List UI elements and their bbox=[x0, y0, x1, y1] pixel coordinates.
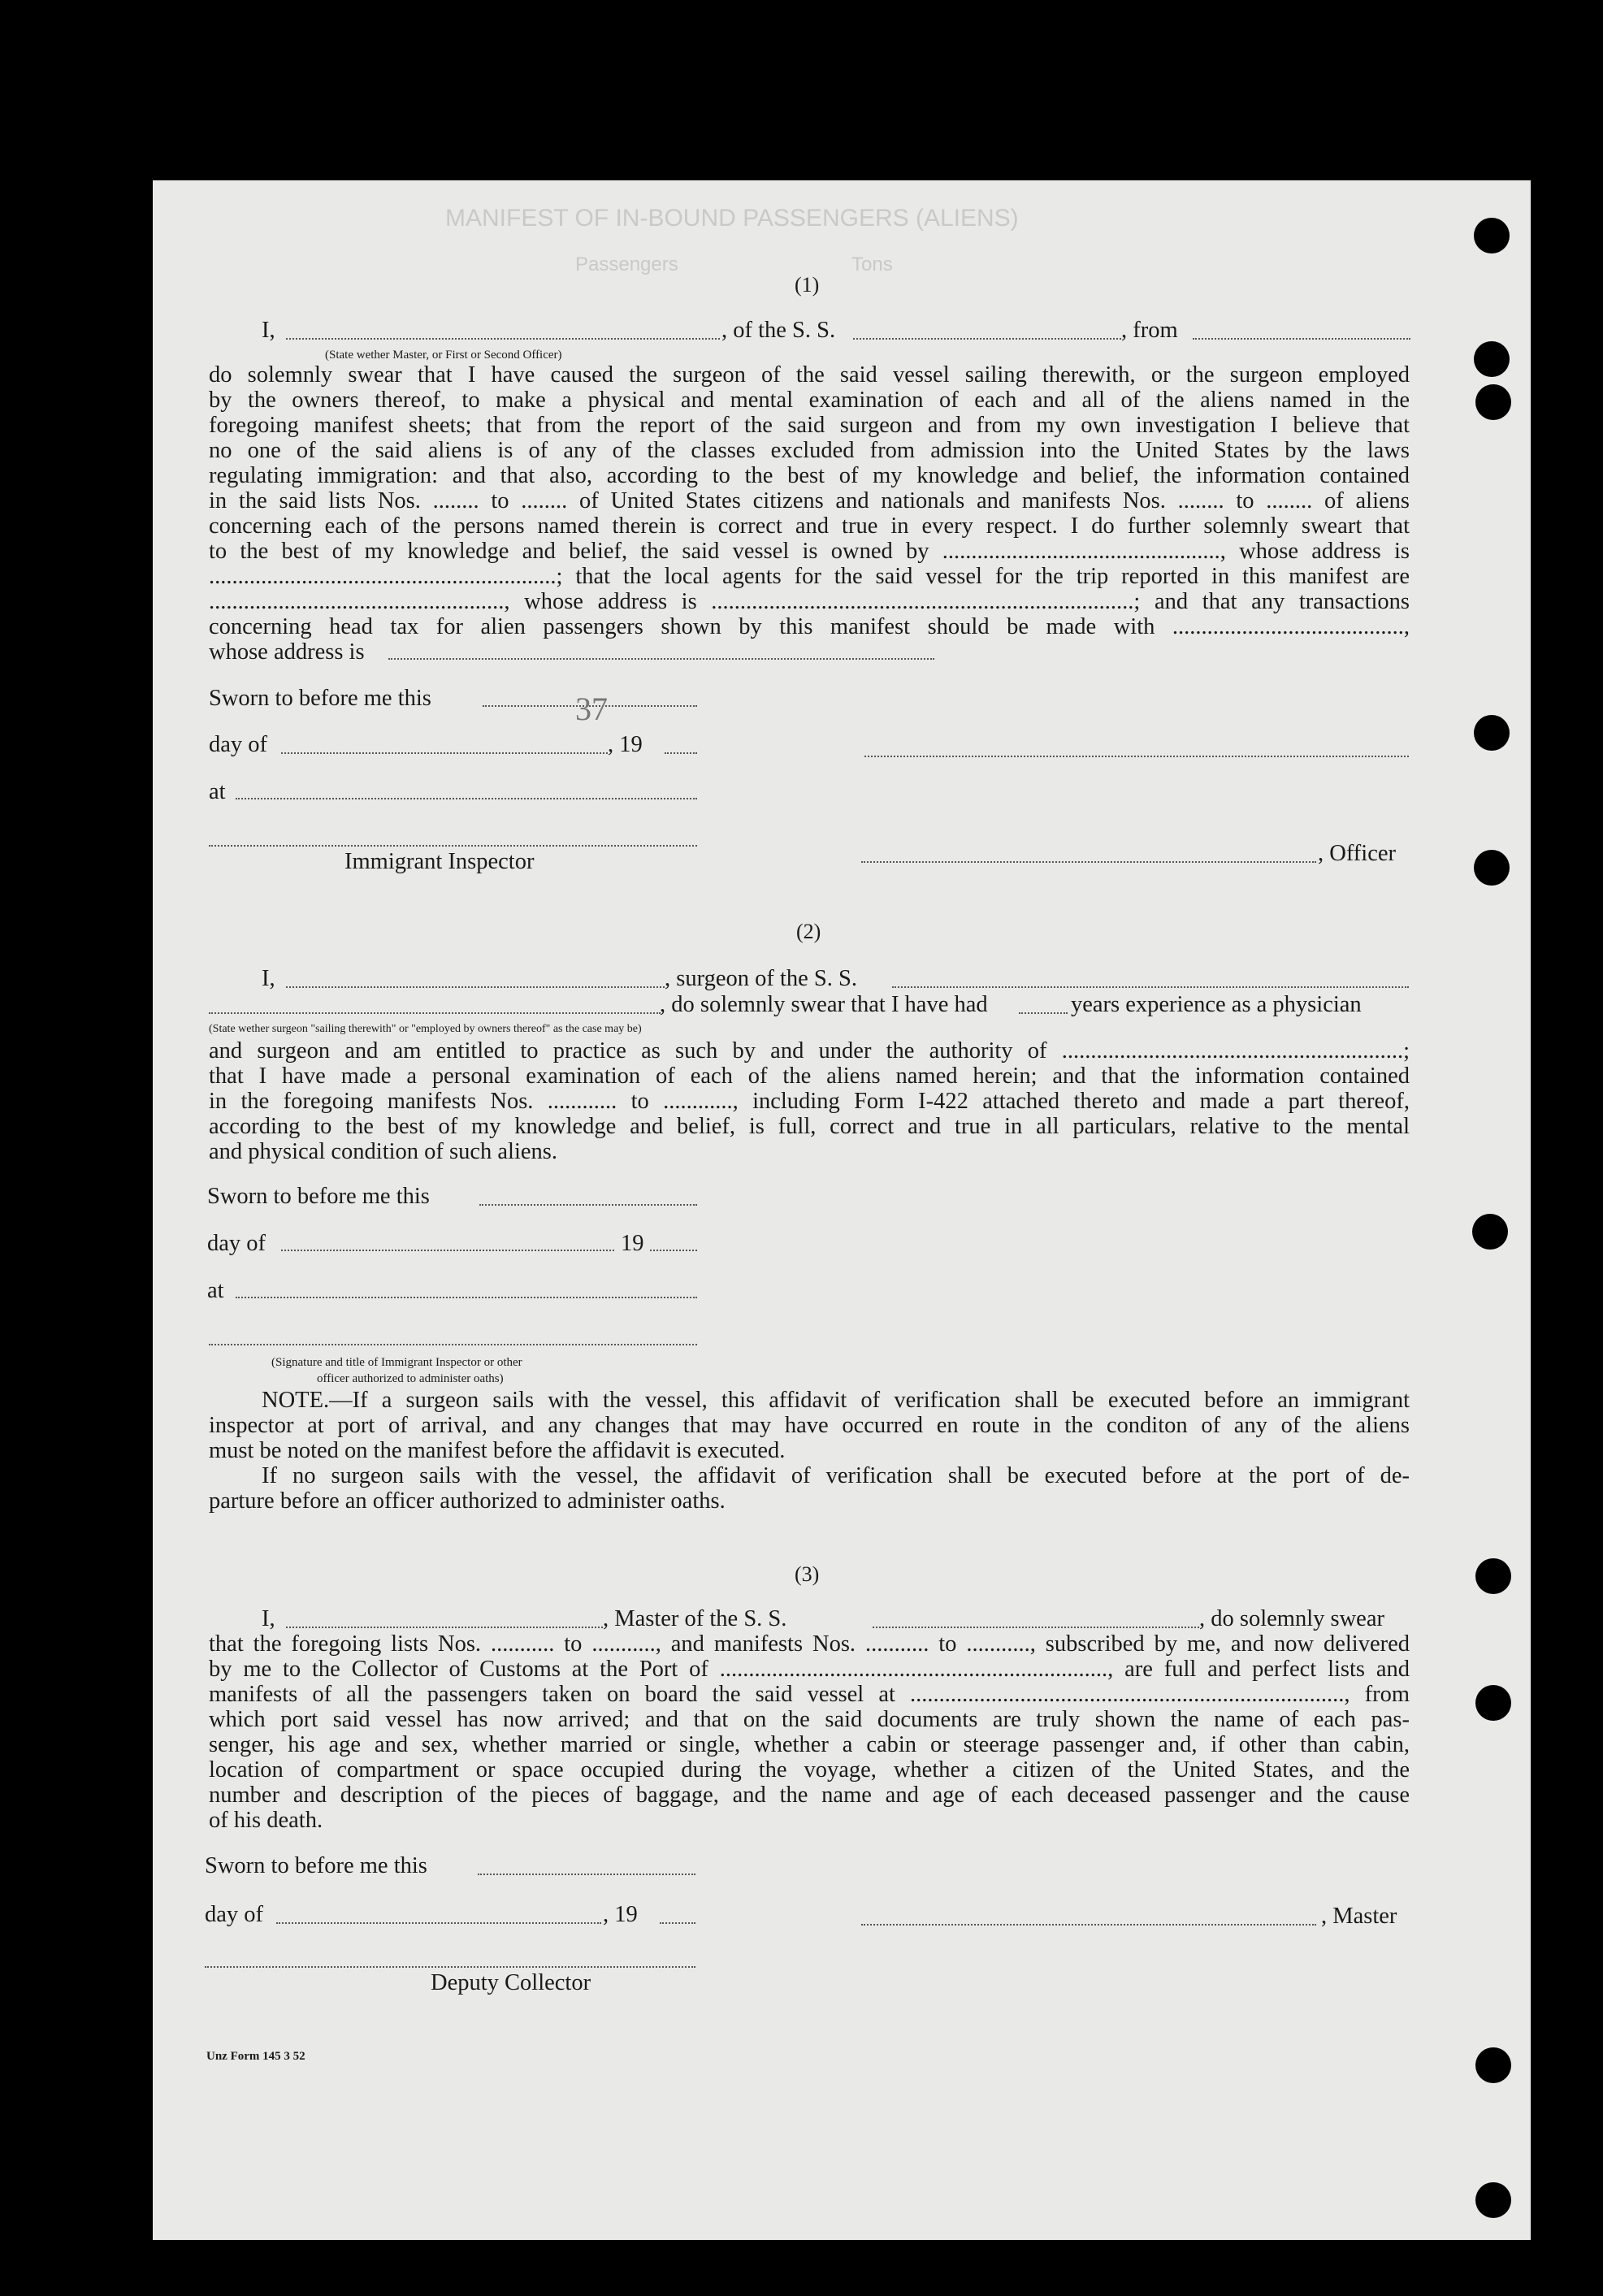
sec2-sig-note: officer authorized to administer oaths) bbox=[317, 1372, 504, 1385]
sec3-deputy: Deputy Collector bbox=[431, 1970, 591, 1995]
port-blank bbox=[1193, 338, 1410, 340]
sec1-of-ss: , of the S. S. bbox=[721, 318, 836, 343]
sec1-line: concerning each of the persons named therein is correct and true in every respect. I do further solemnly sweart that bbox=[209, 513, 1410, 539]
sec1-at: at bbox=[209, 779, 226, 804]
surgeon-name-blank bbox=[286, 986, 665, 988]
sec3-year: , 19 bbox=[603, 1902, 638, 1927]
sec3-day-of: day of bbox=[205, 1902, 264, 1927]
sec1-inspector: Immigrant Inspector bbox=[344, 849, 535, 874]
note-line: parture before an officer authorized to administer oaths. bbox=[209, 1488, 726, 1514]
bleed-through-text: MANIFEST OF IN-BOUND PASSENGERS (ALIENS) bbox=[445, 205, 1019, 232]
sec1-i: I, bbox=[262, 318, 275, 343]
sec2-sworn: Sworn to before me this bbox=[207, 1184, 430, 1209]
sec2-years: years experience as a physician bbox=[1071, 992, 1362, 1017]
sec2-note: (State wether surgeon "sailing therewith" or "employed by owners thereof" as the case may be) bbox=[209, 1023, 642, 1035]
note-line: NOTE.—If a surgeon sails with the vessel, this affidavit of verification shall be executed before an immigrant bbox=[262, 1388, 1410, 1413]
section-1-number: (1) bbox=[795, 273, 820, 297]
master-signature-blank bbox=[861, 1924, 1316, 1926]
day-blank bbox=[281, 752, 608, 754]
sec2-sig-note: (Signature and title of Immigrant Inspector or other bbox=[271, 1356, 522, 1369]
sworn-blank bbox=[478, 1874, 695, 1875]
note-line: If no surgeon sails with the vessel, the affidavit of verification shall be executed before at the port of de- bbox=[262, 1463, 1410, 1488]
sec1-line: foregoing manifest sheets; that from the report of the said surgeon and from my own investigation I believe that bbox=[209, 413, 1410, 438]
inspector-signature-blank bbox=[209, 845, 697, 847]
vessel-blank bbox=[892, 986, 1409, 988]
sec3-line: which port said vessel has now arrived; and that on the said documents are truly shown the name of each pas- bbox=[209, 1707, 1410, 1732]
master-name-blank bbox=[286, 1627, 603, 1628]
punch-hole bbox=[1475, 1558, 1511, 1594]
sec1-line: to the best of my knowledge and belief, the said vessel is owned by ................................................, whose address is bbox=[209, 539, 1410, 564]
sec2-line: according to the best of my knowledge and belief, is full, correct and true in all particulars, relative to the mental bbox=[209, 1114, 1410, 1139]
year-blank bbox=[660, 1922, 695, 1924]
sec3-line: by me to the Collector of Customs at the Port of ..................................................................., are full and perfect lists and bbox=[209, 1657, 1410, 1682]
punch-hole bbox=[1475, 1685, 1511, 1721]
sec1-line: do solemnly swear that I have caused the surgeon of the said vessel sailing therewith, or the surgeon employed bbox=[209, 362, 1410, 388]
year-blank bbox=[665, 752, 697, 754]
bleed-through-text: Tons bbox=[851, 253, 893, 275]
punch-hole bbox=[1475, 2047, 1511, 2083]
sec3-line: that the foregoing lists Nos. ........... to ..........., and manifests Nos. ........... to ..........., subscribed by me, and now delivered bbox=[209, 1631, 1410, 1657]
section-2-number: (2) bbox=[796, 920, 821, 943]
sec2-line: and surgeon and am entitled to practice as such by and under the authority of ...........................................................; bbox=[209, 1038, 1410, 1064]
note-line: must be noted on the manifest before the affidavit is executed. bbox=[209, 1438, 786, 1463]
sec1-line: no one of the said aliens is of any of the classes excluded from admission into the United States by the laws bbox=[209, 438, 1410, 463]
stamp-number: 37 bbox=[575, 691, 608, 727]
sec1-line: regulating immigration: and that also, according to the best of my knowledge and belief, the information contained bbox=[209, 463, 1410, 488]
sec2-surgeon-of: , surgeon of the S. S. bbox=[665, 966, 857, 991]
sec3-swear: , do solemnly swear bbox=[1199, 1606, 1384, 1631]
day-blank bbox=[276, 1922, 601, 1924]
sec3-line: of his death. bbox=[209, 1808, 323, 1833]
sec1-day-of: day of bbox=[209, 732, 268, 757]
signature-blank bbox=[209, 1344, 697, 1345]
punch-hole bbox=[1474, 715, 1510, 751]
note-line: inspector at port of arrival, and any changes that may have occurred en route in the conditon of any of the aliens bbox=[209, 1413, 1410, 1438]
sec1-sworn: Sworn to before me this bbox=[209, 686, 431, 711]
sec1-note: (State wether Master, or First or Second Officer) bbox=[325, 349, 562, 362]
sec2-line: that I have made a personal examination of each of the aliens named herein; and that the information contained bbox=[209, 1064, 1410, 1089]
section-3-number: (3) bbox=[795, 1562, 820, 1586]
sec1-line: by the owners thereof, to make a physical and mental examination of each and all of the aliens named in the bbox=[209, 388, 1410, 413]
name-blank bbox=[286, 338, 720, 340]
sec2-year: 19 bbox=[621, 1231, 644, 1256]
sec2-day-of: day of bbox=[207, 1231, 266, 1256]
sec2-swear: , do solemnly swear that I have had bbox=[660, 992, 988, 1017]
sec2-line: in the foregoing manifests Nos. ............ to ............, including Form I-422 attached thereto and made a part thereof, bbox=[209, 1089, 1410, 1114]
sec3-line: location of compartment or space occupied during the voyage, whether a citizen of the United States, and the bbox=[209, 1757, 1410, 1783]
vessel-blank bbox=[853, 338, 1121, 340]
surgeon-title-blank bbox=[209, 1012, 661, 1014]
year-blank bbox=[650, 1250, 697, 1251]
sec2-line: and physical condition of such aliens. bbox=[209, 1139, 557, 1164]
collector-signature-blank bbox=[205, 1966, 695, 1968]
punch-hole bbox=[1474, 341, 1510, 377]
sec1-from: , from bbox=[1121, 318, 1178, 343]
sec1-line: concerning head tax for alien passengers shown by this manifest should be made with ........................................, bbox=[209, 614, 1410, 639]
bleed-through-text: Passengers bbox=[575, 253, 678, 275]
sec3-line: manifests of all the passengers taken on board the said vessel at ..........................................................................., from bbox=[209, 1682, 1410, 1707]
form-number: Unz Form 145 3 52 bbox=[206, 2050, 305, 2063]
sec1-year: , 19 bbox=[608, 732, 643, 757]
sec2-i: I, bbox=[262, 966, 275, 991]
punch-hole bbox=[1474, 850, 1510, 886]
address-blank bbox=[388, 658, 934, 660]
officer-blank bbox=[861, 861, 1316, 863]
sec1-officer: , Officer bbox=[1318, 841, 1397, 866]
signature-blank bbox=[864, 756, 1409, 757]
punch-hole bbox=[1474, 218, 1510, 253]
sec3-line: number and description of the pieces of baggage, and the name and age of each deceased passenger and the cause bbox=[209, 1783, 1410, 1808]
years-blank bbox=[1019, 1012, 1068, 1014]
sec3-i: I, bbox=[262, 1606, 275, 1631]
punch-hole bbox=[1475, 384, 1511, 420]
at-blank bbox=[236, 798, 697, 799]
sec3-sworn: Sworn to before me this bbox=[205, 1853, 427, 1878]
at-blank bbox=[236, 1297, 697, 1298]
sec1-line: ..................................................., whose address is .........................................................................; and that any transactions bbox=[209, 589, 1410, 614]
sworn-blank bbox=[479, 1204, 697, 1206]
sec1-line: in the said lists Nos. ........ to ........ of United States citizens and nationals and manifests Nos. ........ to ........ of aliens bbox=[209, 488, 1410, 513]
sec1-whose-address: whose address is bbox=[209, 639, 365, 665]
sec2-at: at bbox=[207, 1278, 224, 1303]
punch-hole bbox=[1475, 2182, 1511, 2218]
day-blank bbox=[281, 1250, 614, 1251]
punch-hole bbox=[1472, 1214, 1508, 1250]
sec3-master-of: , Master of the S. S. bbox=[603, 1606, 787, 1631]
vessel-blank bbox=[873, 1627, 1199, 1628]
sec3-line: senger, his age and sex, whether married or single, whether a cabin or steerage passenger and, if other than cabin, bbox=[209, 1732, 1410, 1757]
sec3-master: , Master bbox=[1321, 1904, 1397, 1929]
sec1-line: ............................................................; that the local agents for the said vessel for the trip reported in this manifest are bbox=[209, 564, 1410, 589]
